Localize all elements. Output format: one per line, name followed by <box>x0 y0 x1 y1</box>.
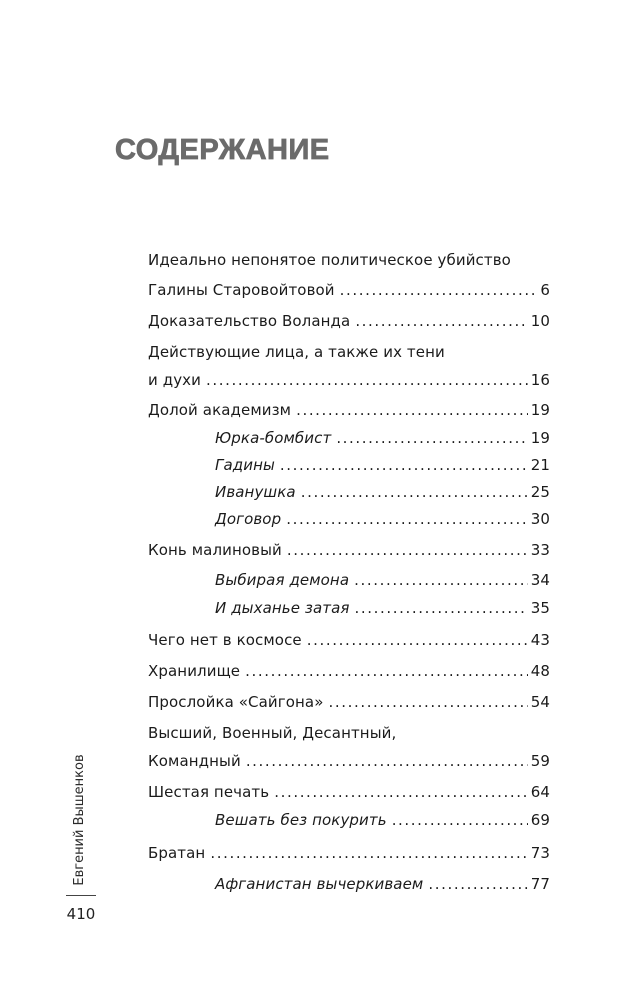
toc-entry <box>148 280 550 300</box>
toc-entry <box>148 400 550 420</box>
toc-subentry <box>215 509 550 529</box>
dot-leader <box>307 630 528 650</box>
toc-subentry <box>215 810 550 830</box>
toc-entry-title: Галины Старовойтовой <box>148 281 335 299</box>
toc-entry-title: Долой академизм <box>148 401 292 419</box>
divider <box>66 895 96 896</box>
dot-leader <box>210 843 527 863</box>
toc-entry-title: Высший, Военный, Десантный, <box>148 724 397 742</box>
toc-entry-title: Договор <box>215 510 282 528</box>
toc-entry-page: 59 <box>530 752 550 770</box>
toc-entry-heading <box>148 723 396 743</box>
toc-entry-page: 54 <box>530 693 550 711</box>
toc-entry-page: 33 <box>530 541 550 559</box>
toc-entry-title: Афганистан вычеркиваем <box>215 875 424 893</box>
toc-entry <box>148 311 550 331</box>
toc-entry-title: Шестая печать <box>148 783 270 801</box>
toc-entry <box>148 692 550 712</box>
toc-entry-page: 21 <box>530 456 550 474</box>
dot-leader <box>355 311 527 331</box>
toc-entry-page: 19 <box>530 429 550 447</box>
dot-leader <box>274 782 527 802</box>
toc-entry <box>148 370 550 390</box>
toc-entry-title: Братан <box>148 844 206 862</box>
dot-leader <box>428 874 527 894</box>
toc-subentry <box>215 874 550 894</box>
toc-entry-page: 77 <box>530 875 550 893</box>
dot-leader <box>328 692 527 712</box>
toc-entry-title: Хранилище <box>148 662 241 680</box>
toc-entry <box>148 751 550 771</box>
toc-entry-title: Идеально непонятое политическое убийство <box>148 251 511 269</box>
toc-entry-page: 69 <box>530 811 550 829</box>
toc-entry-page: 35 <box>530 599 550 617</box>
toc-entry-title: Действующие лица, а также их тени <box>148 343 445 361</box>
toc-entry-title: Юрка-бомбист <box>215 429 332 447</box>
dot-leader <box>286 509 528 529</box>
toc-entry-heading <box>148 342 445 362</box>
toc-entry-page: 34 <box>530 571 550 589</box>
dot-leader <box>355 598 528 618</box>
dot-leader <box>301 482 528 502</box>
dot-leader <box>245 661 528 681</box>
toc-entry-title: Иванушка <box>215 483 296 501</box>
page-title: СОДЕРЖАНИЕ <box>115 134 330 166</box>
toc-subentry <box>215 570 550 590</box>
toc-entry-page: 16 <box>530 371 550 389</box>
toc-entry-page: 30 <box>530 510 550 528</box>
toc-entry-title: Конь малиновый <box>148 541 282 559</box>
dot-leader <box>392 810 528 830</box>
toc-entry-page: 43 <box>530 631 550 649</box>
toc-entry-title: Командный <box>148 752 241 770</box>
dot-leader <box>280 455 528 475</box>
running-head <box>71 750 89 890</box>
author-name: Евгений Вышенков <box>72 754 87 886</box>
toc-entry-page: 64 <box>530 783 550 801</box>
toc-subentry <box>215 482 550 502</box>
dot-leader <box>246 751 528 771</box>
page-number: 410 <box>66 905 96 923</box>
toc-subentry <box>215 455 550 475</box>
dot-leader <box>206 370 528 390</box>
toc-entry-page: 19 <box>530 401 550 419</box>
toc-entry-page: 6 <box>540 281 550 299</box>
toc-entry-page: 48 <box>530 662 550 680</box>
toc-entry <box>148 540 550 560</box>
toc-entry <box>148 843 550 863</box>
toc-entry-heading <box>148 250 511 270</box>
dot-leader <box>354 570 528 590</box>
dot-leader <box>336 428 527 448</box>
toc-entry-page: 10 <box>530 312 550 330</box>
toc-entry-title: Доказательство Воланда <box>148 312 351 330</box>
toc-subentry <box>215 428 550 448</box>
toc-entry <box>148 630 550 650</box>
dot-leader <box>296 400 528 420</box>
toc-entry-title: И дыханье затая <box>215 599 350 617</box>
toc-entry <box>148 661 550 681</box>
dot-leader <box>287 540 528 560</box>
toc-entry-title: Гадины <box>215 456 275 474</box>
toc-entry-page: 73 <box>530 844 550 862</box>
dot-leader <box>340 280 538 300</box>
toc-entry-title: Чего нет в космосе <box>148 631 302 649</box>
toc-entry <box>148 782 550 802</box>
toc-entry-title: и духи <box>148 371 201 389</box>
toc-entry-title: Вешать без покурить <box>215 811 387 829</box>
toc-entry-title: Выбирая демона <box>215 571 350 589</box>
toc-subentry <box>215 598 550 618</box>
toc-entry-page: 25 <box>530 483 550 501</box>
toc-entry-title: Прослойка «Сайгона» <box>148 693 324 711</box>
